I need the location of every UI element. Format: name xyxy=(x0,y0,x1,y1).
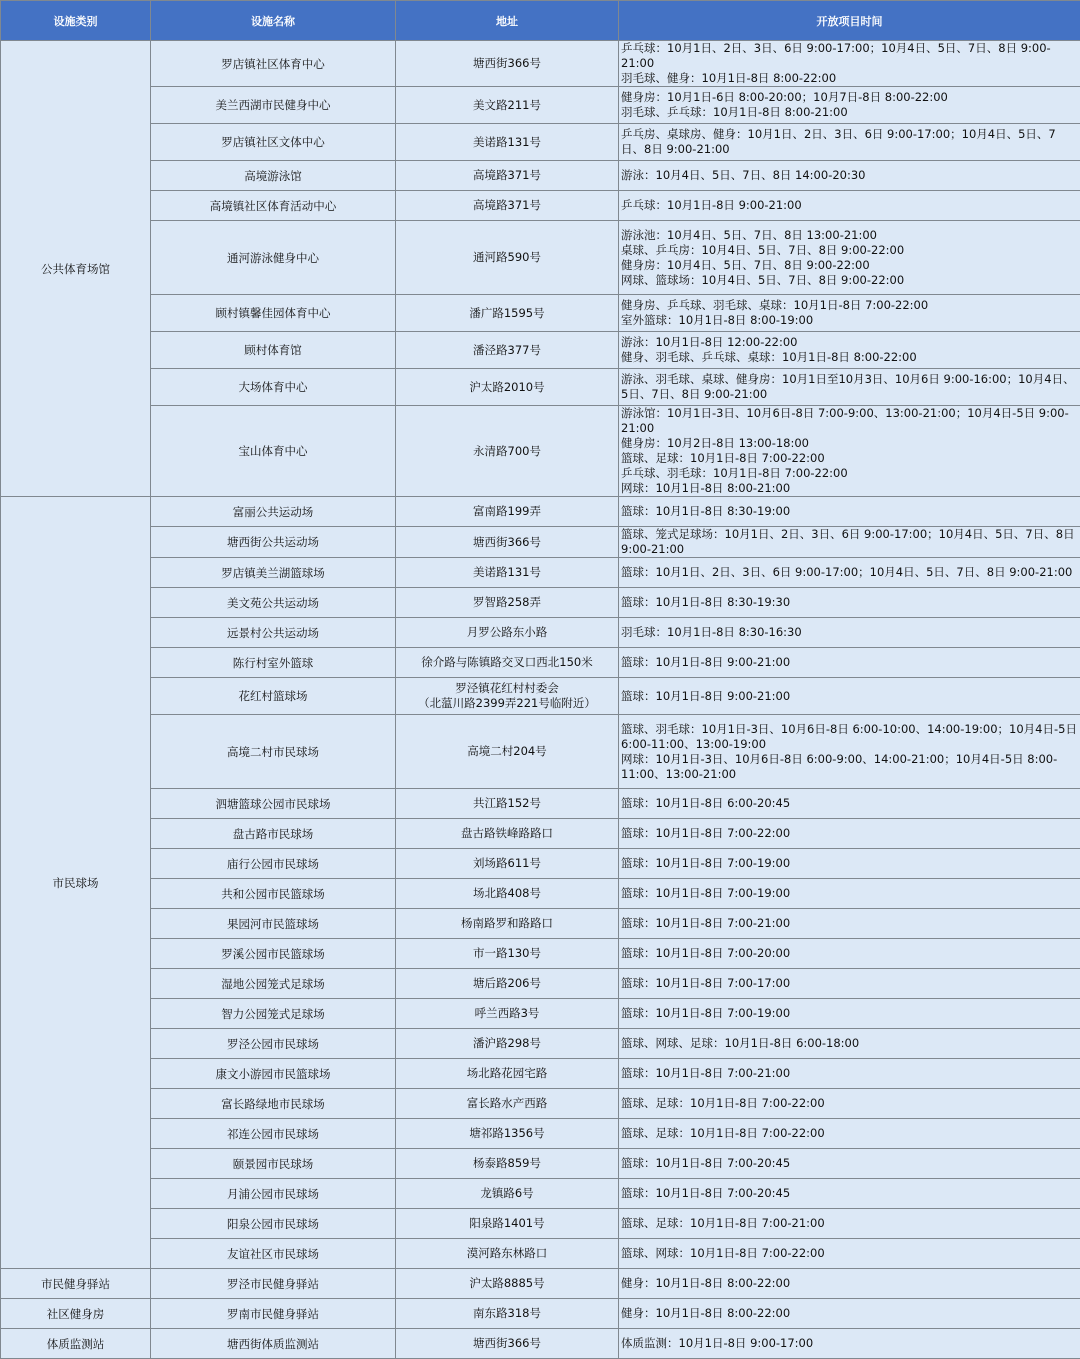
address-cell xyxy=(396,715,619,789)
open-time-line: 网球、篮球场：10月4日、5日、7日、8日 9:00-22:00 xyxy=(621,273,1078,288)
open-time-line: 篮球：10月1日-8日 7:00-20:45 xyxy=(621,1156,1078,1171)
facility-name-cell: 罗店镇社区体育中心 xyxy=(151,41,396,87)
address-cell xyxy=(396,819,619,849)
open-time-line: 篮球：10月1日-8日 7:00-19:00 xyxy=(621,1006,1078,1021)
table-row xyxy=(1,849,1080,879)
open-time-line: 羽毛球、乒乓球：10月1日-8日 8:00-21:00 xyxy=(621,105,1078,120)
table-row xyxy=(1,87,1080,124)
table-row xyxy=(1,909,1080,939)
open-time-line: 健身房：10月1日-6日 8:00-20:00；10月7日-8日 8:00-22:00 xyxy=(621,90,1078,105)
facility-name-cell: 祁连公园市民球场 xyxy=(151,1119,396,1149)
open-time-cell xyxy=(619,332,1080,369)
open-time-line: 游泳池：10月4日、5日、7日、8日 13:00-21:00 xyxy=(621,228,1078,243)
open-time-line: 体质监测：10月1日-8日 9:00-17:00 xyxy=(621,1336,1078,1351)
table-row xyxy=(1,588,1080,618)
address-line: 龙镇路6号 xyxy=(398,1186,616,1201)
header-name: 设施名称 xyxy=(151,1,396,41)
open-time-line: 篮球、足球：10月1日-8日 7:00-22:00 xyxy=(621,1096,1078,1111)
facility-name-cell: 罗溪公园市民篮球场 xyxy=(151,939,396,969)
facility-name-cell: 塘西街体质监测站 xyxy=(151,1329,396,1359)
open-time-cell xyxy=(619,789,1080,819)
address-line: 塘后路206号 xyxy=(398,976,616,991)
open-time-line: 篮球：10月1日-8日 7:00-20:00 xyxy=(621,946,1078,961)
address-cell xyxy=(396,558,619,588)
open-time-cell xyxy=(619,999,1080,1029)
address-line: 富长路水产西路 xyxy=(398,1096,616,1111)
facility-name-cell: 颐景园市民球场 xyxy=(151,1149,396,1179)
open-time-cell xyxy=(619,1119,1080,1149)
facility-name-cell: 高境镇社区体育活动中心 xyxy=(151,191,396,221)
table-row xyxy=(1,1179,1080,1209)
table-row xyxy=(1,1089,1080,1119)
open-time-line: 羽毛球：10月1日-8日 8:30-16:30 xyxy=(621,625,1078,640)
table-row xyxy=(1,1299,1080,1329)
address-cell xyxy=(396,618,619,648)
address-cell xyxy=(396,909,619,939)
address-cell xyxy=(396,527,619,558)
open-time-cell xyxy=(619,1149,1080,1179)
table-row xyxy=(1,648,1080,678)
open-time-line: 篮球、网球：10月1日-8日 7:00-22:00 xyxy=(621,1246,1078,1261)
open-time-line: 篮球：10月1日-8日 7:00-22:00 xyxy=(621,826,1078,841)
open-time-line: 乒乓球：10月1日、2日、3日、6日 9:00-17:00；10月4日、5日、7日、8日 9:00-21:00 xyxy=(621,41,1078,71)
facility-name-cell: 通河游泳健身中心 xyxy=(151,221,396,295)
open-time-line: 篮球、足球：10月1日-8日 7:00-21:00 xyxy=(621,1216,1078,1231)
open-time-line: 篮球：10月1日-8日 6:00-20:45 xyxy=(621,796,1078,811)
address-cell xyxy=(396,939,619,969)
table-row xyxy=(1,715,1080,789)
open-time-line: 网球：10月1日-3日、10月6日-8日 6:00-9:00、14:00-21:00；10月4日-5日 8:00-11:00、13:00-21:00 xyxy=(621,752,1078,782)
category-cell: 公共体育场馆 xyxy=(1,41,151,497)
table-row xyxy=(1,369,1080,406)
address-cell xyxy=(396,295,619,332)
table-row xyxy=(1,879,1080,909)
open-time-line: 游泳、羽毛球、桌球、健身房：10月1日至10月3日、10月6日 9:00-16:00；10月4日、5日、7日、8日 9:00-21:00 xyxy=(621,372,1078,402)
open-time-cell xyxy=(619,1239,1080,1269)
open-time-cell xyxy=(619,124,1080,161)
header-row xyxy=(1,1,1080,41)
open-time-line: 健身：10月1日-8日 8:00-22:00 xyxy=(621,1306,1078,1321)
open-time-cell xyxy=(619,87,1080,124)
category-cell: 体质监测站 xyxy=(1,1329,151,1359)
open-time-cell xyxy=(619,678,1080,715)
address-line: 杨泰路859号 xyxy=(398,1156,616,1171)
table-row xyxy=(1,191,1080,221)
open-time-line: 篮球：10月1日-8日 7:00-21:00 xyxy=(621,1066,1078,1081)
open-time-line: 篮球：10月1日-8日 7:00-17:00 xyxy=(621,976,1078,991)
address-line: 永清路700号 xyxy=(398,444,616,459)
address-line: 潘广路1595号 xyxy=(398,306,616,321)
table-row xyxy=(1,1269,1080,1299)
facility-name-cell: 宝山体育中心 xyxy=(151,406,396,497)
facility-name-cell: 富长路绿地市民球场 xyxy=(151,1089,396,1119)
address-line: 场北路408号 xyxy=(398,886,616,901)
address-cell xyxy=(396,1119,619,1149)
open-time-line: 健身房、乒乓球、羽毛球、桌球：10月1日-8日 7:00-22:00 xyxy=(621,298,1078,313)
address-line: 场北路花园宅路 xyxy=(398,1066,616,1081)
table-row xyxy=(1,406,1080,497)
facility-name-cell: 湿地公园笼式足球场 xyxy=(151,969,396,999)
open-time-cell xyxy=(619,1179,1080,1209)
address-line: 塘祁路1356号 xyxy=(398,1126,616,1141)
open-time-line: 篮球：10月1日-8日 9:00-21:00 xyxy=(621,689,1078,704)
table-row xyxy=(1,819,1080,849)
address-cell xyxy=(396,87,619,124)
open-time-line: 游泳：10月4日、5日、7日、8日 14:00-20:30 xyxy=(621,168,1078,183)
open-time-cell xyxy=(619,527,1080,558)
open-time-line: 篮球：10月1日-8日 8:30-19:30 xyxy=(621,595,1078,610)
table-row xyxy=(1,1329,1080,1359)
open-time-line: 篮球：10月1日、2日、3日、6日 9:00-17:00；10月4日、5日、7日、8日 9:00-21:00 xyxy=(621,565,1078,580)
open-time-cell xyxy=(619,1269,1080,1299)
address-cell xyxy=(396,1239,619,1269)
table-row xyxy=(1,221,1080,295)
address-cell xyxy=(396,161,619,191)
address-line: 潘泾路377号 xyxy=(398,343,616,358)
table-row xyxy=(1,969,1080,999)
open-time-line: 篮球：10月1日-8日 7:00-20:45 xyxy=(621,1186,1078,1201)
address-cell xyxy=(396,1179,619,1209)
address-cell xyxy=(396,648,619,678)
table-row xyxy=(1,618,1080,648)
category-cell: 社区健身房 xyxy=(1,1299,151,1329)
open-time-line: 健身：10月1日-8日 8:00-22:00 xyxy=(621,1276,1078,1291)
open-time-cell xyxy=(619,1029,1080,1059)
address-line: 美诺路131号 xyxy=(398,135,616,150)
open-time-cell xyxy=(619,369,1080,406)
facility-name-cell: 泗塘篮球公园市民球场 xyxy=(151,789,396,819)
address-cell xyxy=(396,789,619,819)
open-time-cell xyxy=(619,41,1080,87)
facility-name-cell: 庙行公园市民球场 xyxy=(151,849,396,879)
address-cell xyxy=(396,678,619,715)
address-cell xyxy=(396,969,619,999)
open-time-cell xyxy=(619,161,1080,191)
open-time-line: 乒乓球、羽毛球：10月1日-8日 7:00-22:00 xyxy=(621,466,1078,481)
table-row xyxy=(1,789,1080,819)
table-row xyxy=(1,1029,1080,1059)
open-time-line: 室外篮球：10月1日-8日 8:00-19:00 xyxy=(621,313,1078,328)
open-time-cell xyxy=(619,969,1080,999)
open-time-line: 篮球：10月1日-8日 9:00-21:00 xyxy=(621,655,1078,670)
open-time-line: 篮球：10月1日-8日 7:00-21:00 xyxy=(621,916,1078,931)
address-cell xyxy=(396,1299,619,1329)
facility-name-cell: 塘西街公共运动场 xyxy=(151,527,396,558)
open-time-cell xyxy=(619,221,1080,295)
facility-name-cell: 大场体育中心 xyxy=(151,369,396,406)
facility-name-cell: 陈行村室外篮球 xyxy=(151,648,396,678)
address-cell xyxy=(396,588,619,618)
address-line: 刘场路611号 xyxy=(398,856,616,871)
table-row xyxy=(1,124,1080,161)
address-line: 杨南路罗和路路口 xyxy=(398,916,616,931)
address-line: 塘西街366号 xyxy=(398,535,616,550)
open-time-cell xyxy=(619,648,1080,678)
table-row xyxy=(1,497,1080,527)
open-time-line: 桌球、乒乓房：10月4日、5日、7日、8日 9:00-22:00 xyxy=(621,243,1078,258)
open-time-line: 健身、羽毛球、乒乓球、桌球：10月1日-8日 8:00-22:00 xyxy=(621,350,1078,365)
facility-name-cell: 康文小游园市民篮球场 xyxy=(151,1059,396,1089)
facility-name-cell: 顾村镇馨佳园体育中心 xyxy=(151,295,396,332)
table-row xyxy=(1,1149,1080,1179)
address-cell xyxy=(396,1089,619,1119)
header-time: 开放项目时间 xyxy=(619,1,1080,41)
open-time-cell xyxy=(619,497,1080,527)
address-line: 沪太路8885号 xyxy=(398,1276,616,1291)
table-row xyxy=(1,1119,1080,1149)
open-time-cell xyxy=(619,849,1080,879)
facility-name-cell: 罗泾市民健身驿站 xyxy=(151,1269,396,1299)
facility-name-cell: 美文苑公共运动场 xyxy=(151,588,396,618)
header-category: 设施类别 xyxy=(1,1,151,41)
open-time-cell xyxy=(619,1209,1080,1239)
header-address: 地址 xyxy=(396,1,619,41)
table-row xyxy=(1,161,1080,191)
address-line: 呼兰西路3号 xyxy=(398,1006,616,1021)
open-time-cell xyxy=(619,909,1080,939)
facility-name-cell: 花红村篮球场 xyxy=(151,678,396,715)
address-line: 美文路211号 xyxy=(398,98,616,113)
open-time-line: 游泳：10月1日-8日 12:00-22:00 xyxy=(621,335,1078,350)
address-line: 南东路318号 xyxy=(398,1306,616,1321)
address-line: 共江路152号 xyxy=(398,796,616,811)
address-line: 塘西街366号 xyxy=(398,1336,616,1351)
open-time-line: 篮球、足球：10月1日-8日 7:00-22:00 xyxy=(621,451,1078,466)
open-time-cell xyxy=(619,879,1080,909)
facility-name-cell: 盘古路市民球场 xyxy=(151,819,396,849)
open-time-cell xyxy=(619,191,1080,221)
facility-name-cell: 罗南市民健身驿站 xyxy=(151,1299,396,1329)
facility-name-cell: 罗泾公园市民球场 xyxy=(151,1029,396,1059)
address-cell xyxy=(396,1329,619,1359)
table-row xyxy=(1,1059,1080,1089)
address-line: 市一路130号 xyxy=(398,946,616,961)
address-line: 塘西街366号 xyxy=(398,56,616,71)
address-line: 沪太路2010号 xyxy=(398,380,616,395)
address-cell xyxy=(396,879,619,909)
open-time-line: 乒乓房、桌球房、健身：10月1日、2日、3日、6日 9:00-17:00；10月4日、5日、7日、8日 9:00-21:00 xyxy=(621,127,1078,157)
open-time-line: 羽毛球、健身：10月1日-8日 8:00-22:00 xyxy=(621,71,1078,86)
open-time-line: 网球：10月1日-8日 8:00-21:00 xyxy=(621,481,1078,496)
open-time-cell xyxy=(619,1089,1080,1119)
facility-name-cell: 美兰西湖市民健身中心 xyxy=(151,87,396,124)
open-time-line: 篮球、羽毛球：10月1日-3日、10月6日-8日 6:00-10:00、14:00-19:00；10月4日-5日 6:00-11:00、13:00-19:00 xyxy=(621,722,1078,752)
address-line: 富南路199弄 xyxy=(398,504,616,519)
facility-name-cell: 友谊社区市民球场 xyxy=(151,1239,396,1269)
open-time-cell xyxy=(619,558,1080,588)
address-cell xyxy=(396,369,619,406)
address-cell xyxy=(396,1269,619,1299)
open-time-line: 游泳馆：10月1日-3日、10月6日-8日 7:00-9:00、13:00-21:00；10月4日-5日 9:00-21:00 xyxy=(621,406,1078,436)
open-time-line: 篮球：10月1日-8日 7:00-19:00 xyxy=(621,856,1078,871)
address-cell xyxy=(396,221,619,295)
table-row xyxy=(1,999,1080,1029)
address-cell xyxy=(396,41,619,87)
open-time-line: 篮球：10月1日-8日 7:00-19:00 xyxy=(621,886,1078,901)
address-cell xyxy=(396,1029,619,1059)
address-line: 潘沪路298号 xyxy=(398,1036,616,1051)
open-time-cell xyxy=(619,1329,1080,1359)
open-time-cell xyxy=(619,295,1080,332)
address-cell xyxy=(396,1149,619,1179)
table-row xyxy=(1,678,1080,715)
address-line: 月罗公路东小路 xyxy=(398,625,616,640)
address-cell xyxy=(396,191,619,221)
table-row xyxy=(1,332,1080,369)
facility-name-cell: 顾村体育馆 xyxy=(151,332,396,369)
facility-name-cell: 远景村公共运动场 xyxy=(151,618,396,648)
facility-name-cell: 共和公园市民篮球场 xyxy=(151,879,396,909)
open-time-line: 篮球、足球：10月1日-8日 7:00-22:00 xyxy=(621,1126,1078,1141)
facility-name-cell: 高境游泳馆 xyxy=(151,161,396,191)
facility-name-cell: 罗店镇社区文体中心 xyxy=(151,124,396,161)
table-row xyxy=(1,558,1080,588)
open-time-cell xyxy=(619,406,1080,497)
address-cell xyxy=(396,849,619,879)
address-cell xyxy=(396,1209,619,1239)
open-time-line: 乒乓球：10月1日-8日 9:00-21:00 xyxy=(621,198,1078,213)
table-row xyxy=(1,527,1080,558)
table-row xyxy=(1,939,1080,969)
facility-name-cell: 罗店镇美兰湖篮球场 xyxy=(151,558,396,588)
address-line: 高境路371号 xyxy=(398,168,616,183)
address-line: 阳泉路1401号 xyxy=(398,1216,616,1231)
open-time-cell xyxy=(619,618,1080,648)
open-time-cell xyxy=(619,819,1080,849)
address-line: 高境二村204号 xyxy=(398,744,616,759)
address-cell xyxy=(396,497,619,527)
facility-name-cell: 果园河市民篮球场 xyxy=(151,909,396,939)
address-line: 高境路371号 xyxy=(398,198,616,213)
address-line: 徐介路与陈镇路交叉口西北150米 xyxy=(398,655,616,670)
open-time-line: 健身房：10月4日、5日、7日、8日 9:00-22:00 xyxy=(621,258,1078,273)
facility-name-cell: 月浦公园市民球场 xyxy=(151,1179,396,1209)
open-time-cell xyxy=(619,1299,1080,1329)
address-line: 通河路590号 xyxy=(398,250,616,265)
open-time-line: 篮球、笼式足球场：10月1日、2日、3日、6日 9:00-17:00；10月4日、5日、7日、8日 9:00-21:00 xyxy=(621,527,1078,557)
category-cell: 市民球场 xyxy=(1,497,151,1269)
open-time-cell xyxy=(619,939,1080,969)
address-line: 美诺路131号 xyxy=(398,565,616,580)
address-cell xyxy=(396,406,619,497)
address-line: 盘古路铁峰路路口 xyxy=(398,826,616,841)
address-line: 罗泾镇花红村村委会 xyxy=(398,681,616,696)
address-cell xyxy=(396,332,619,369)
table-row xyxy=(1,1209,1080,1239)
open-time-cell xyxy=(619,1059,1080,1089)
table-row xyxy=(1,41,1080,87)
address-cell xyxy=(396,1059,619,1089)
open-time-line: 篮球：10月1日-8日 8:30-19:00 xyxy=(621,504,1078,519)
address-cell xyxy=(396,999,619,1029)
facility-name-cell: 阳泉公园市民球场 xyxy=(151,1209,396,1239)
table-row xyxy=(1,295,1080,332)
category-cell: 市民健身驿站 xyxy=(1,1269,151,1299)
address-line: 漠河路东林路口 xyxy=(398,1246,616,1261)
open-time-cell xyxy=(619,715,1080,789)
facility-name-cell: 高境二村市民球场 xyxy=(151,715,396,789)
address-cell xyxy=(396,124,619,161)
address-line: （北蕰川路2399弄221号临附近） xyxy=(398,696,616,711)
table-row xyxy=(1,1239,1080,1269)
facility-name-cell: 智力公园笼式足球场 xyxy=(151,999,396,1029)
open-time-cell xyxy=(619,588,1080,618)
open-time-line: 篮球、网球、足球：10月1日-8日 6:00-18:00 xyxy=(621,1036,1078,1051)
address-line: 罗智路258弄 xyxy=(398,595,616,610)
open-time-line: 健身房：10月2日-8日 13:00-18:00 xyxy=(621,436,1078,451)
facility-name-cell: 富丽公共运动场 xyxy=(151,497,396,527)
